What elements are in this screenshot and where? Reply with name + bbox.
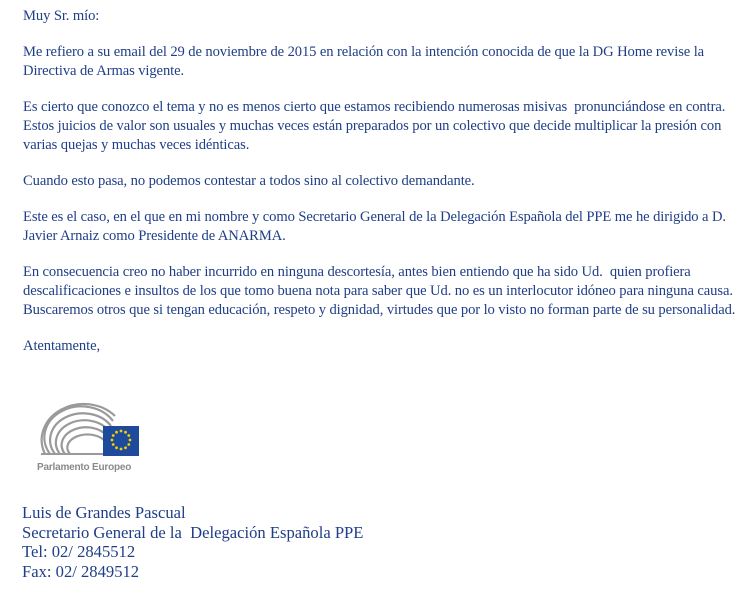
paragraph-5: En consecuencia creo no haber incurrido en ninguna descortesía, antes bien entiendo que ha sido Ud. quien profiera descalificaciones e insultos de los que tomo buena nota para saber que Ud. no es un interlocutor idóneo para ninguna causa. Buscaremos otros que si tengan educación, respeto y dignidad, virtudes que por lo visto no forman parte de su personalidad. [23,264,737,318]
signer-name: Luis de Grandes Pascual [22,503,186,522]
salutation: Muy Sr. mío: [23,8,100,24]
signer-title: Secretario General de la Delegación Española PPE [22,522,364,542]
logo-caption: Parlamento Europeo [37,462,132,473]
signer-fax: Fax: 02/ 2849512 [22,561,140,581]
signature-block [22,503,363,581]
paragraph-4: Este es el caso, en el que en mi nombre y como Secretario General de la Delegación Española del PPE me he dirigido a D. Javier Arnaiz como Presidente de ANARMA. [23,209,726,244]
letter-body [23,7,741,373]
paragraph-1: Me refiero a su email del 29 de noviembre de 2015 en relación con la intención conocida de que la DG Home revise la Directiva de Armas vigente. [23,44,708,79]
hemicycle-flag-icon [37,402,147,462]
signer-tel: Tel: 02/ 2845512 [22,542,136,561]
closing: Atentamente, [23,338,101,354]
paragraph-2: Es cierto que conozco el tema y no es menos cierto que estamos recibiendo numerosas misivas pronunciándose en contra. Estos juicios de valor son usuales y muchas veces están preparados por un colectivo que decide multiplicar la presión con varias quejas y muchas veces idénticas. [23,99,729,153]
paragraph-3: Cuando esto pasa, no podemos contestar a todos sino al colectivo demandante. [23,173,475,189]
